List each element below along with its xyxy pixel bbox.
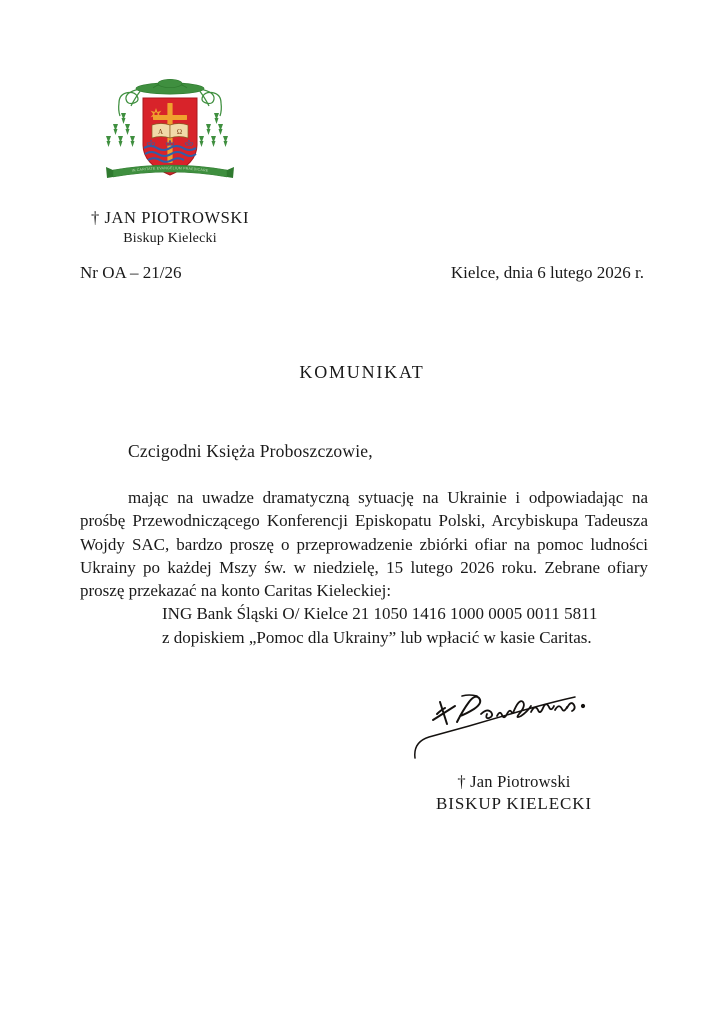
bishop-title: Biskup Kielecki [123, 231, 217, 246]
motto-banner [106, 165, 234, 178]
letter-body [80, 486, 648, 649]
salutation: Czcigodni Księża Proboszczowie, [128, 441, 373, 461]
bishop-coat-of-arms-icon [95, 72, 245, 197]
svg-text:Ω: Ω [176, 128, 183, 136]
reference-line [80, 263, 644, 283]
letterhead [0, 72, 340, 247]
svg-text:A: A [157, 128, 164, 136]
bishop-name: † JAN PIOTROWSKI [90, 208, 250, 227]
reference-number: Nr OA – 21/26 [80, 263, 182, 282]
open-book-charge [152, 124, 188, 139]
signature-role: BISKUP KIELECKI [436, 794, 592, 813]
signature-block [384, 684, 644, 814]
handwritten-signature-icon [407, 684, 622, 770]
place-and-date: Kielce, dnia 6 lutego 2026 r. [450, 263, 644, 282]
body-paragraph: mając na uwadze dramatyczną sytuację na Ukrainie i odpowiadając na prośbę Przewodniczącego Konferencji Episkopatu Polski, Arcybiskupa Tadeusza Wojdy SAC, bardzo proszę o przeprowadzenie zbiórki ofiar na pomoc ludności Ukrainy po każdej Mszy św. w niedzielę, 15 lutego 2026 roku. Zebrane ofiary proszę przekazać na konto Caritas Kieleckiej: [80, 488, 648, 601]
document-title: KOMUNIKAT [299, 362, 425, 382]
signature-name: † Jan Piotrowski [457, 772, 571, 791]
motto-label: IN CARITATE EVANGELIUM PRAEDICARE [131, 166, 209, 173]
bank-account-line: ING Bank Śląski O/ Kielce 21 1050 1416 1000 0005 0011 5811 [162, 604, 598, 624]
transfer-note-line: z dopiskiem „Pomoc dla Ukrainy” lub wpłacić w kasie Caritas. [162, 627, 592, 647]
